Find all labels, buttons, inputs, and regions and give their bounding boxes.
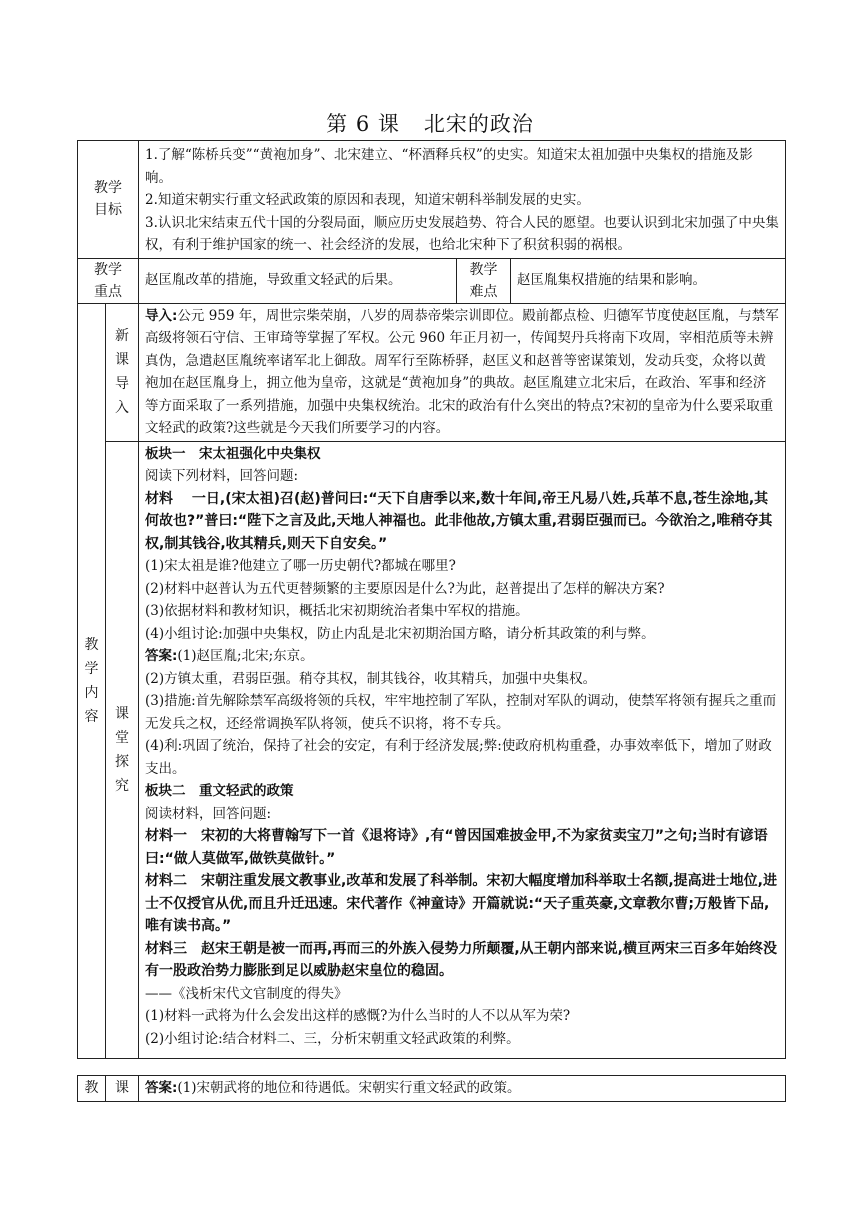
block1-question: (2)材料中赵普认为五代更替频繁的主要原因是什么?为此，赵普提出了怎样的解决方案?: [145, 580, 665, 597]
intro-row: [78, 303, 786, 441]
block1-question: (3)依据材料和教材知识，概括北宋初期统治者集中军权的措施。: [145, 603, 529, 619]
lesson-name: 北宋的政治: [423, 112, 534, 136]
intro-text: 公元 959 年，周世宗柴荣崩，八岁的周恭帝柴宗训即位。殿前都点检、归德军节度使赵匡胤，与禁军高级将领石守信、王审琦等掌握了军权。公元 960 年正月初一，传闻契丹兵将南下攻周，宰相范质等未辨真伪，急遣赵匡胤统率诸军北上御敌。周军行至陈桥驿，赵匡义和赵普等密谋策划，发动兵变，众将以黄袍加在赵匡胤身上，拥立他为皇帝，这就是“黄袍加身”的典故。赵匡胤建立北宋后，在政治、军事和经济等方面采取了一系列措施，加强中央集权统治。北宋的政治有什么突出的特点?宋初的皇帝为什么要采取重文轻武的政策?这些就是今天我们所要学习的内容。: [145, 307, 779, 436]
lesson-number: 第 6 课: [326, 112, 400, 136]
key-text: 赵匡胤改革的措施，导致重文轻武的后果。: [139, 258, 457, 303]
continued-answer: [139, 1076, 786, 1102]
continued-col2: 课: [106, 1076, 139, 1102]
block1-question: (4)小组讨论:加强中央集权，防止内乱是北宋初期治国方略，请分析其政策的利与弊。: [145, 625, 655, 642]
answer-label: 答案:: [145, 648, 178, 664]
block2-material: 材料一 宋初的大将曹翰写下一首《退将诗》,有“曾因国难披金甲,不为家贫卖宝刀”之句;当时有谚语曰:“做人莫做军,做铁莫做针。”: [145, 828, 768, 867]
goals-row: [78, 141, 786, 259]
key-row: [78, 258, 786, 303]
answer-label: 答案:: [145, 1080, 178, 1096]
block1-answer: (3)措施:首先解除禁军高级将领的兵权，牢牢地控制了军队，控制对军队的调动，使禁军将领有握兵之重而无发兵之权，还经常调换军队将领，使兵不识将，将不专兵。: [145, 693, 777, 732]
goal-item: 2.知道宋朝实行重文轻武政策的原因和表现，知道宋朝科举制发展的史实。: [145, 192, 590, 208]
block1-title: 板块一 宋太祖强化中央集权: [145, 445, 321, 462]
block2-read: 阅读材料，回答问题:: [145, 805, 272, 822]
continued-col1: 教: [78, 1076, 106, 1102]
block2-question: (2)小组讨论:结合材料二、三，分析宋朝重文轻武政策的利弊。: [145, 1030, 520, 1047]
block2-material: 材料二 宋朝注重发展文教事业,改革和发展了科举制。宋初大幅度增加科举取士名额,提高进士地位,进士不仅授官从优,而且升迁迅速。宋代著作《神童诗》开篇就说:“天子重英豪,文章教尔曹;万般皆下品,唯有读书高。”: [145, 873, 777, 934]
key-label: 教学 重点: [78, 258, 139, 303]
content-label: 教 学 内 容: [78, 303, 106, 1058]
explore-label: 课 堂 探 究: [106, 441, 139, 1058]
intro-lead: 导入:: [145, 307, 178, 324]
block2-question: (1)材料一武将为什么会发出这样的感慨?为什么当时的人不以从军为荣?: [145, 1008, 571, 1024]
goal-item: 1.了解“陈桥兵变”“黄袍加身”、北宋建立、“杯酒释兵权”的史实。知道宋太祖加强中央集权的措施及影响。: [145, 147, 753, 186]
page-title: [0, 108, 860, 138]
goal-item: 3.认识北宋结束五代十国的分裂局面，顺应历史发展趋势、符合人民的愿望。也要认识到北宋加强了中央集权，有利于维护国家的统一、社会经济的发展，也给北宋种下了积贫积弱的祸根。: [145, 214, 779, 253]
block2-material: 材料三 赵宋王朝是被一而再,再而三的外族入侵势力所颠覆,从王朝内部来说,横亘两宋三百多年始终没有一股政治势力膨胀到足以威胁赵宋皇位的稳固。: [145, 940, 777, 979]
explore-content: [139, 441, 786, 1058]
block1-read: 阅读下列材料，回答问题:: [145, 468, 299, 484]
goals-label: 教学 目标: [78, 141, 139, 259]
block1-material: 材料 一日,(宋太祖)召(赵)普问曰:“天下自唐季以来,数十年间,帝王凡易八姓,兵革不息,苍生涂地,其何故也?”普曰:“陛下之言及此,天地人神福也。此非他故,方镇太重,君弱臣强而已。今欲治之,唯稍夺其权,制其钱谷,收其精兵,则天下自安矣。”: [145, 490, 773, 552]
lesson-plan-table: [77, 140, 786, 1059]
block1-question: (1)宋太祖是谁?他建立了哪一历史朝代?都城在哪里?: [145, 558, 456, 574]
continued-answer-text: (1)宋朝武将的地位和待遇低。宋朝实行重文轻武的政策。: [177, 1080, 521, 1096]
intro-label: 新 课 导 入: [106, 303, 139, 441]
block1-answer: (1)赵匡胤;北宋;东京。: [177, 648, 314, 664]
goals-content: [139, 141, 786, 259]
block1-answer: (2)方镇太重，君弱臣强。稍夺其权，制其钱谷，收其精兵，加强中央集权。: [145, 670, 597, 687]
continued-table: [77, 1075, 786, 1102]
block2-source: ——《浅析宋代文官制度的得失》: [145, 985, 348, 1002]
block2-title: 板块二 重文轻武的政策: [145, 783, 294, 799]
continued-row: [78, 1076, 786, 1102]
block1-answer: (4)利:巩固了统治，保持了社会的安定，有利于经济发展;弊:使政府机构重叠，办事效率低下，增加了财政支出。: [145, 738, 772, 777]
difficulty-label: 教学 难点: [457, 258, 511, 303]
explore-row: [78, 441, 786, 1058]
difficulty-text: 赵匡胤集权措施的结果和影响。: [511, 258, 786, 303]
intro-content: [139, 303, 786, 441]
